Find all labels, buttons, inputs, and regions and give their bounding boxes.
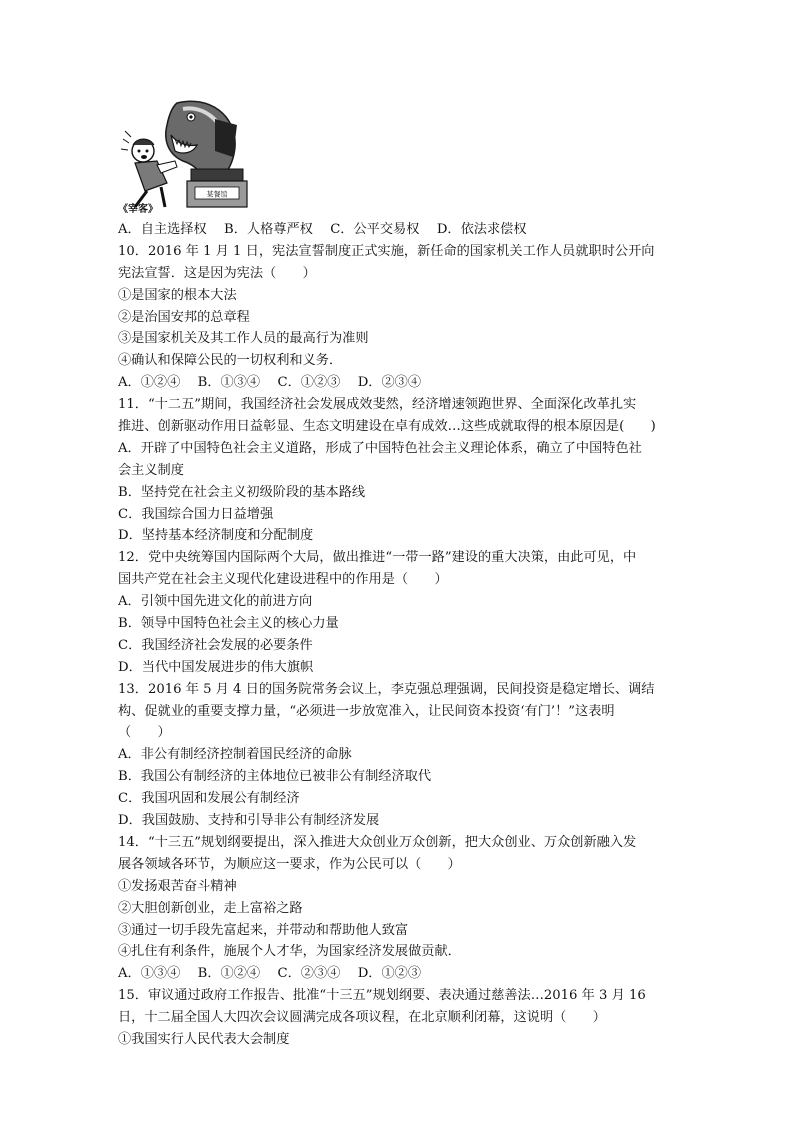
- text-line: ①发扬艰苦奋斗精神: [118, 878, 237, 894]
- text-line: ④确认和保障公民的一切权利和义务．: [118, 353, 343, 369]
- text-line: （ ）: [118, 725, 171, 741]
- text-line: 12．党中央统筹国内国际两个大局，做出推进“一带一路”建设的重大决策，由此可见，中: [118, 550, 637, 566]
- text-line: 展各领域各环节，为顺应这一要求，作为公民可以（ ）: [118, 856, 461, 872]
- text-line: 宪法宣誓．这是因为宪法（ ）: [118, 265, 316, 281]
- text-line: C．我国巩固和发展公有制经济: [118, 791, 300, 807]
- cartoon-caption: 《宰客》: [118, 204, 158, 215]
- text-line: ①是国家的根本大法: [118, 287, 237, 303]
- text-line: 日，十二届全国人大四次会议圆满完成各项议程，在北京顺利闭幕，这说明（ ）: [118, 1010, 606, 1026]
- text-line: D．当代中国发展进步的伟大旗帜: [118, 659, 314, 675]
- text-line: ④扎住有利条件，施展个人才华，为国家经济发展做贡献．: [118, 944, 461, 960]
- text-line: C．我国经济社会发展的必要条件: [118, 637, 313, 653]
- text-line: ②是治国安邦的总章程: [118, 309, 250, 325]
- text-line: ③是国家机关及其工作人员的最高行为准则: [118, 331, 369, 347]
- text-line: 13．2016 年 5 月 4 日的国务院常务会议上，李克强总理强调，民间投资是稳定增长、调结: [118, 681, 655, 697]
- text-line: 国共产党在社会主义现代化建设进程中的作用是（ ）: [118, 572, 448, 588]
- text-line: B．领导中国特色社会主义的核心力量: [118, 616, 339, 632]
- text-line: 15．审议通过政府工作报告、批准“十三五”规划纲要、表决通过慈善法…2016 年 3 月 16: [118, 988, 646, 1004]
- text-line: D．坚持基本经济制度和分配制度: [118, 528, 314, 544]
- question-text: [118, 219, 678, 1051]
- text-line: 14．“十三五”规划纲要提出，深入推进大众创业万众创新，把大众创业、万众创新融入发: [118, 834, 637, 850]
- text-line: B．坚持党在社会主义初级阶段的基本路线: [118, 484, 366, 500]
- restaurant-sign: 某餐馆: [206, 190, 228, 199]
- cartoon-drawing: [117, 95, 249, 215]
- text-line: A．引领中国先进文化的前进方向: [118, 594, 313, 610]
- text-line: 推进、创新驱动作用日益彰显、生态文明建设在卓有成效…这些成就取得的根本原因是( ): [118, 419, 656, 435]
- text-line: 会主义制度: [118, 462, 184, 478]
- text-line: ③通过一切手段先富起来，并带动和帮助他人致富: [118, 922, 409, 938]
- text-line: A．①③④ B．①②④ C．②③④ D．①②③: [118, 966, 422, 982]
- text-line: A．非公有制经济控制着国民经济的命脉: [118, 747, 352, 763]
- cartoon-illustration: [117, 95, 249, 215]
- text-line: 构、促就业的重要支撑力量，“必须进一步放宽准入，让民间资本投资‘有门’！”这表明: [118, 703, 615, 719]
- text-line: B．我国公有制经济的主体地位已被非公有制经济取代: [118, 769, 432, 785]
- text-line: ②大胆创新创业，走上富裕之路: [118, 900, 303, 916]
- text-line: A．开辟了中国特色社会主义道路，形成了中国特色社会主义理论体系，确立了中国特色社: [118, 440, 642, 456]
- text-line: 11．“十二五”期间，我国经济社会发展成效斐然，经济增速领跑世界、全面深化改革扎实: [118, 397, 637, 413]
- text-line: D．我国鼓励、支持和引导非公有制经济发展: [118, 813, 380, 829]
- text-line: C．我国综合国力日益增强: [118, 506, 274, 522]
- text-line: ①我国实行人民代表大会制度: [118, 1031, 290, 1047]
- text-line: A．自主选择权 B．人格尊严权 C．公平交易权 D．依法求偿权: [118, 222, 527, 237]
- text-line: 10．2016 年 1 月 1 日，宪法宣誓制度正式实施，新任命的国家机关工作人员就职时公开向: [118, 243, 655, 259]
- text-line: A．①②④ B．①③④ C．①②③ D．②③④: [118, 375, 422, 391]
